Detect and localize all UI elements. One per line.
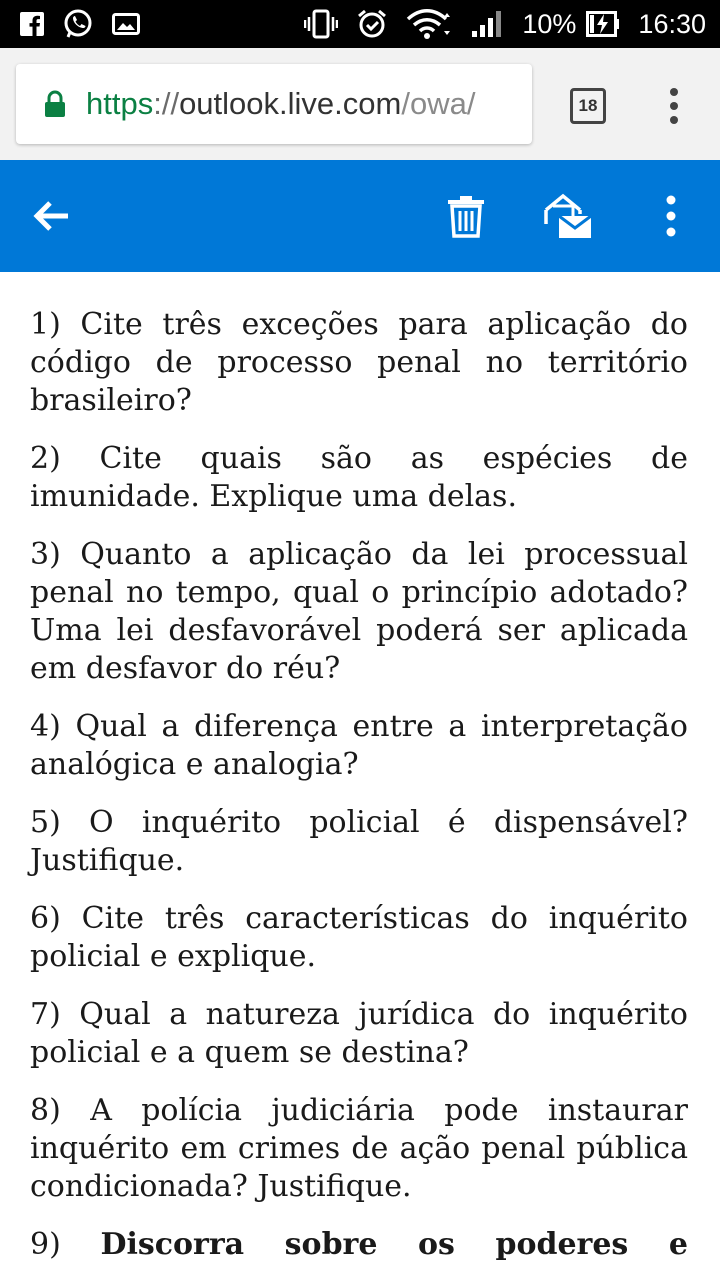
question-7: 7) Qual a natureza jurídica do inquérito policial e a quem se destina? bbox=[30, 997, 688, 1070]
url-path: /owa/ bbox=[401, 86, 476, 121]
browser-toolbar bbox=[0, 48, 720, 160]
tab-switcher-button[interactable]: 18 bbox=[570, 88, 606, 124]
url-scheme: https bbox=[86, 86, 154, 121]
status-bar bbox=[0, 0, 720, 48]
vibrate-icon bbox=[304, 9, 338, 39]
mark-read-icon[interactable] bbox=[543, 192, 593, 240]
lock-icon bbox=[44, 90, 66, 118]
image-icon bbox=[112, 13, 140, 35]
question-5: 5) O inquérito policial é dispensável? Justifique. bbox=[30, 805, 688, 878]
url-separator: :// bbox=[153, 86, 180, 121]
status-bar-left bbox=[20, 8, 140, 40]
wifi-icon bbox=[406, 9, 452, 39]
question-2: 2) Cite quais são as espécies de imunidade. Explique uma delas. bbox=[30, 441, 688, 514]
more-vertical-icon[interactable] bbox=[658, 194, 684, 238]
signal-icon bbox=[470, 9, 504, 39]
facebook-icon bbox=[20, 12, 44, 36]
question-3: 3) Quanto a aplicação da lei processual penal no tempo, qual o princípio adotado? Uma lei desfavorável poderá ser aplicada em desfavor do réu? bbox=[30, 537, 688, 686]
url-host: outlook.live.com bbox=[179, 86, 402, 121]
status-bar-right bbox=[304, 8, 706, 40]
alarm-icon bbox=[356, 8, 388, 40]
trash-icon[interactable] bbox=[444, 194, 488, 238]
browser-menu-icon[interactable] bbox=[662, 86, 686, 126]
question-9: 9) Discorra sobre os poderes e bbox=[30, 1227, 688, 1262]
message-body bbox=[30, 306, 688, 1280]
battery-percent: 10% bbox=[522, 8, 577, 39]
mail-toolbar bbox=[0, 160, 720, 272]
back-arrow-icon[interactable] bbox=[28, 194, 76, 238]
question-1: 1) Cite três exceções para aplicação do código de processo penal no território brasileiro? bbox=[30, 307, 688, 418]
url-bar[interactable] bbox=[16, 64, 532, 144]
question-8: 8) A polícia judiciária pode instaurar inquérito em crimes de ação penal pública condicionada? Justifique. bbox=[30, 1093, 688, 1204]
status-time: 16:30 bbox=[638, 8, 706, 39]
battery-charging-icon bbox=[586, 11, 620, 37]
question-4: 4) Qual a diferença entre a interpretação analógica e analogia? bbox=[30, 709, 688, 782]
question-6: 6) Cite três características do inquérito policial e explique. bbox=[30, 901, 688, 974]
whatsapp-icon bbox=[62, 8, 94, 40]
